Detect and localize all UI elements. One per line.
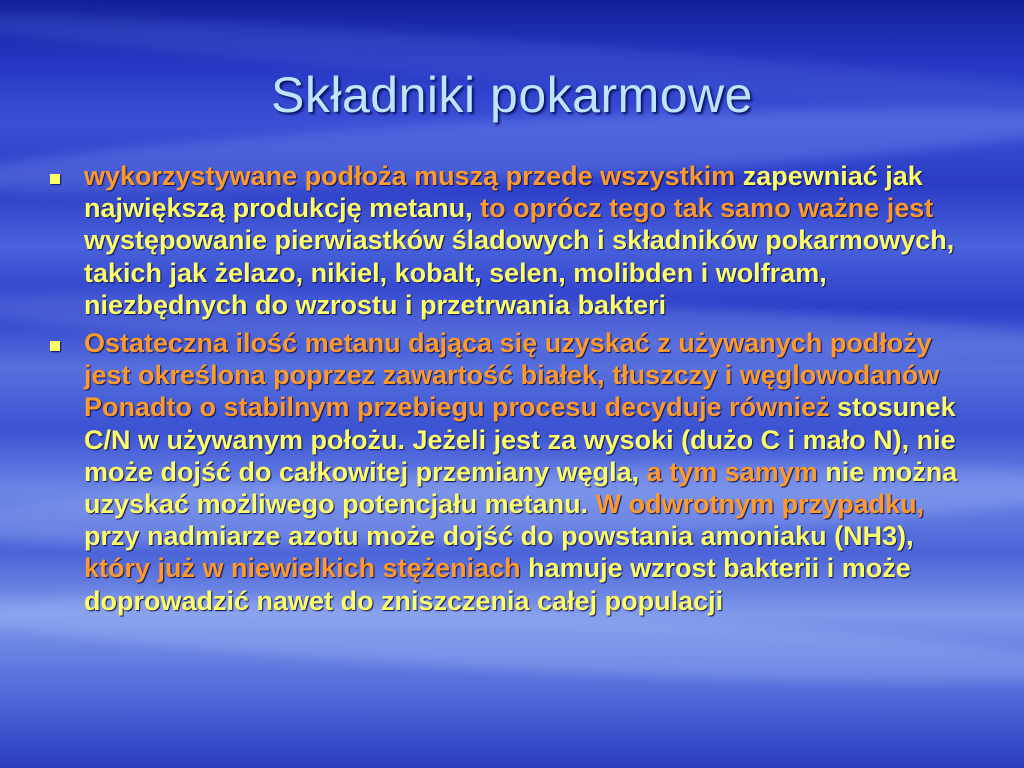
text-segment: występowanie pierwiastków śladowych i składników pokarmowych, takich jak żelazo, nikiel, kobalt, selen, molibden i wolfram, niezbędnych do wzrostu i przetrwania bakteri [84, 225, 955, 320]
text-segment: nie można uzyskać możliwego potencjału metanu. [84, 456, 958, 520]
bullet-text [84, 327, 980, 617]
text-segment: hamuje wzrost bakterii i może doprowadzić nawet do zniszczenia całej populacji [84, 553, 911, 616]
square-bullet-icon [50, 341, 60, 351]
square-bullet-icon [50, 174, 60, 184]
text-segment: a tym samym [639, 456, 818, 487]
text-segment: wykorzystywane podłoża muszą przede wszystkim [84, 161, 736, 191]
text-segment: przy nadmiarze azotu może dojść do powstania amoniaku (NH3), [84, 521, 914, 552]
bullet-list [50, 160, 980, 623]
text-segment: zapewniać jak największą produkcję metanu, [84, 161, 923, 224]
text-segment: stosunek C/N w używanym położu. Jeżeli jest za wysoki (dużo C i mało N), nie może dojść do całkowitej przemiany węgla, [84, 392, 956, 487]
slide-title: Składniki pokarmowe [271, 67, 753, 123]
text-segment: Ostateczna ilość metanu dająca się uzyskać z używanych podłoży jest określona poprzez zawartość białek, tłuszczy i węglowodanów Ponadto o stabilnym przebiegu procesu decyduje również [84, 328, 940, 423]
bullet-text [84, 160, 980, 321]
text-segment: to oprócz tego tak samo ważne jest [472, 193, 934, 224]
text-segment: W odwrotnym przypadku, [588, 489, 925, 520]
bullet-item [50, 327, 980, 617]
text-segment: który już w niewielkich stężeniach [84, 553, 521, 584]
bullet-item [50, 160, 980, 321]
